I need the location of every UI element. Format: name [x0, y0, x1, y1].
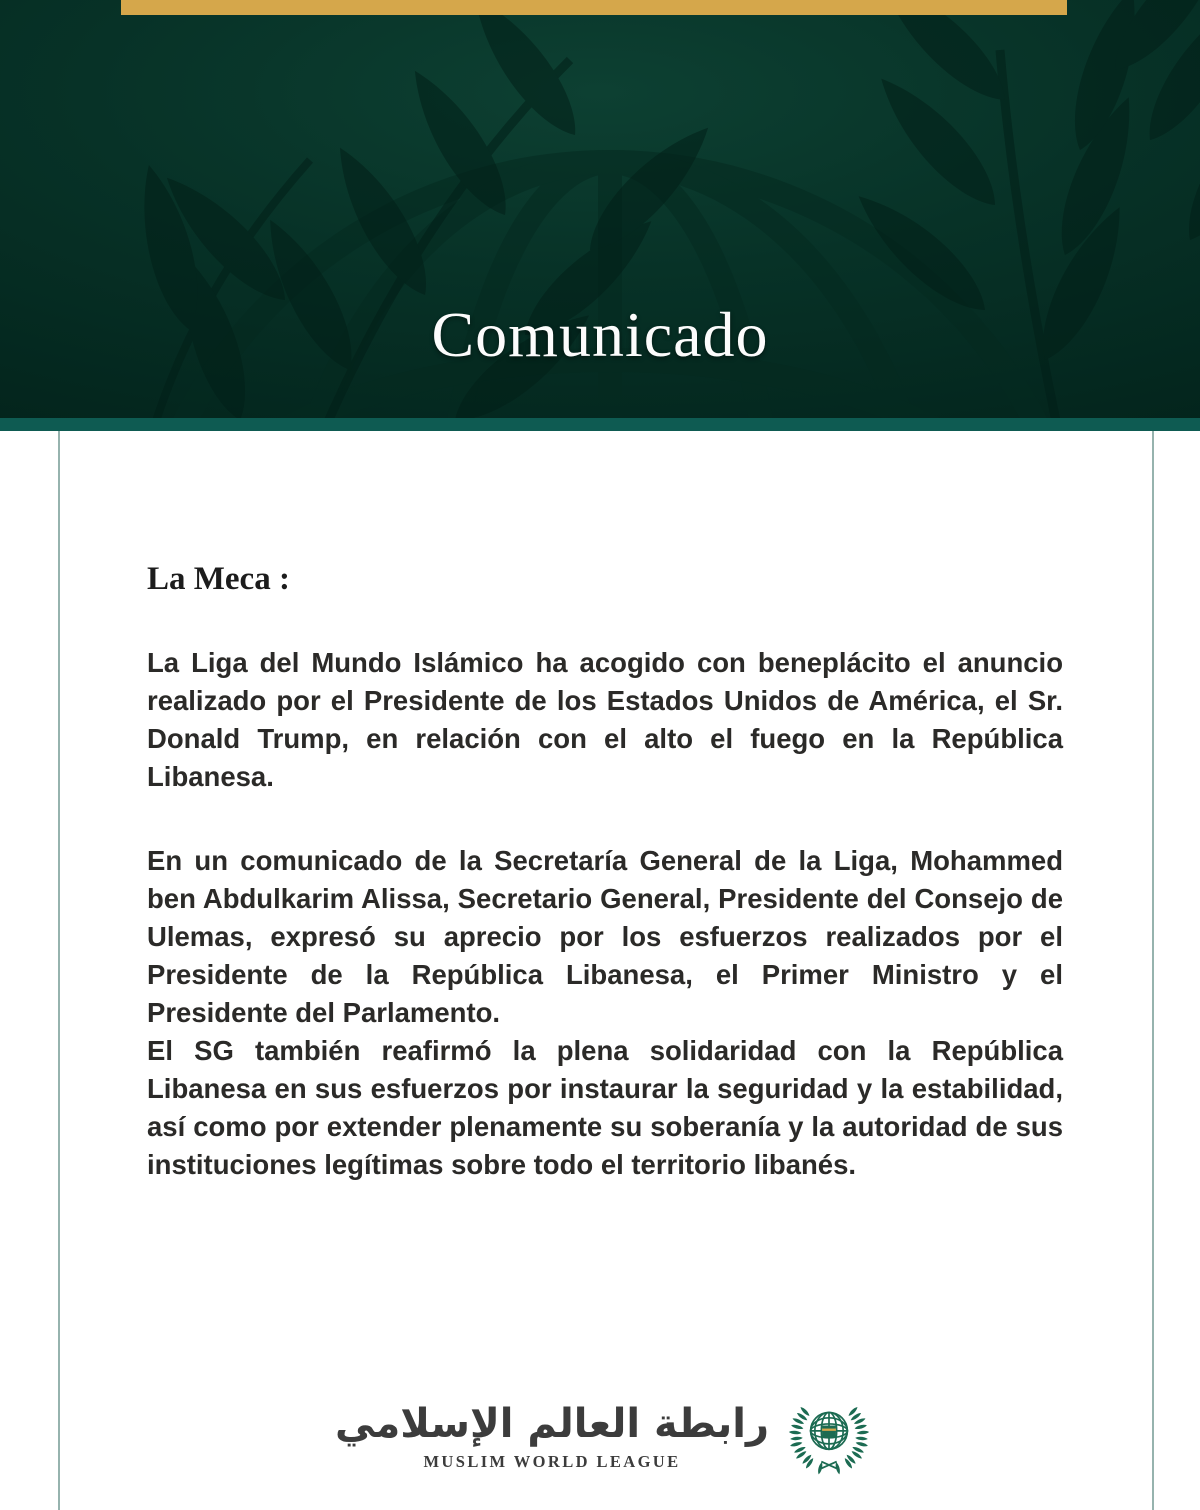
muslim-world-league-logo	[147, 1389, 1063, 1485]
right-frame-line	[1152, 431, 1154, 1510]
gold-accent-bar	[121, 0, 1067, 15]
paragraph-solidarity: El SG también reafirmó la plena solidaridad con la República Libanesa en sus esfuerzos por instaurar la seguridad y la estabilidad, así como por extender plenamente su soberanía y la autoridad de sus instituciones legítimas sobre todo el territorio libanés.	[147, 1035, 1063, 1180]
kaaba-icon	[822, 1426, 836, 1438]
mwl-emblem-icon	[783, 1389, 875, 1485]
logo-english-name: MUSLIM WORLD LEAGUE	[423, 1452, 681, 1471]
page-title: Comunicado	[431, 299, 769, 370]
dateline: La Meca :	[147, 561, 290, 597]
paragraph-announcement: La Liga del Mundo Islámico ha acogido con beneplácito el anuncio realizado por el Presidente de los Estados Unidos de América, el Sr. Donald Trump, en relación con el alto el fuego en la República Libanesa.	[147, 647, 1063, 792]
left-frame-line	[58, 431, 60, 1510]
logo-arabic-calligraphy: رابطة العالم الإسلامي	[335, 1401, 769, 1447]
header-banner	[0, 0, 1200, 418]
teal-divider-strip	[0, 418, 1200, 431]
paragraph-statement: En un comunicado de la Secretaría General de la Liga, Mohammed ben Abdulkarim Alissa, Secretario General, Presidente del Consejo de Ulemas, expresó su aprecio por los esfuerzos realizados por el Presidente de la República Libanesa, el Primer Ministro y el Presidente del Parlamento.	[147, 845, 1063, 1028]
communique-body	[147, 431, 1063, 1485]
logo-wordmark	[335, 1402, 769, 1472]
